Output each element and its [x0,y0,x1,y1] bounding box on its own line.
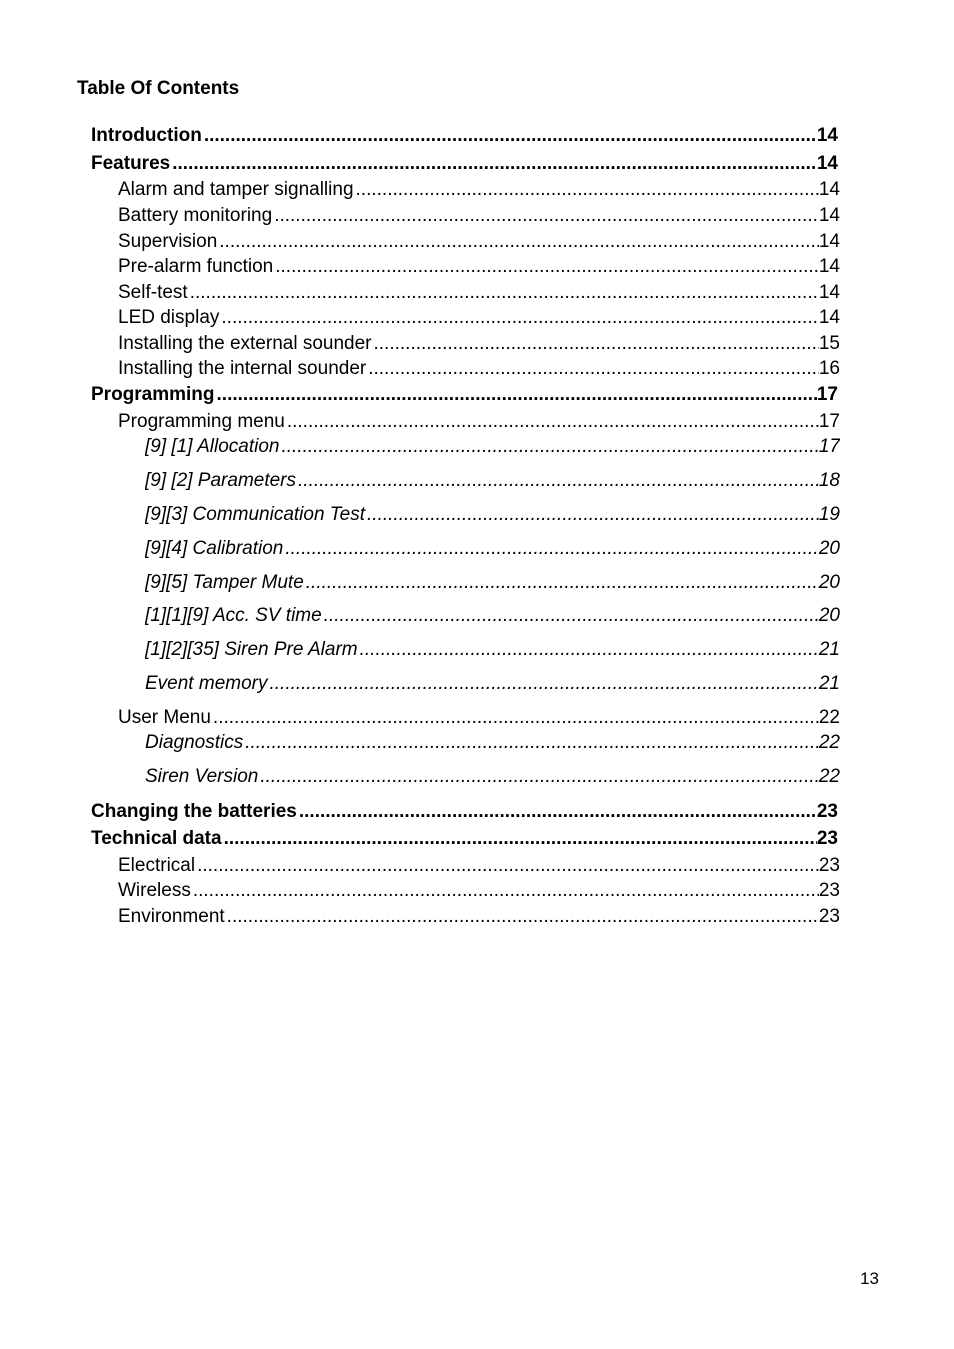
toc-entry-page: 23 [818,906,840,927]
toc-entry[interactable] [145,672,840,696]
toc-entry-page: 19 [818,504,840,525]
toc-entry-page: 20 [818,572,840,593]
toc-entry-page: 14 [818,256,840,277]
toc-entry-page: 16 [818,358,840,379]
toc-entry-title: Programming menu [118,411,285,432]
dot-leader [191,879,819,903]
toc-entry-page: 14 [818,231,840,252]
toc-entry-title: [9] [2] Parameters [145,470,297,491]
toc-heading: Table Of Contents [77,78,240,99]
toc-entry[interactable] [118,410,840,434]
toc-entry[interactable] [118,178,840,202]
toc-entry-title: Wireless [118,880,191,901]
dot-leader [279,435,818,459]
toc-entry-page: 22 [818,732,840,753]
toc-entry-title: Environment [118,906,225,927]
toc-entry-title: Introduction [91,125,202,146]
toc-entry[interactable] [118,306,840,330]
toc-entry[interactable] [145,469,840,493]
toc-entry[interactable] [118,255,840,279]
dot-leader [215,383,817,407]
toc-entry-title: Diagnostics [145,732,244,753]
toc-entry[interactable] [118,879,840,903]
toc-entry-page: 14 [818,205,840,226]
toc-entry-title: Event memory [145,673,268,694]
dot-leader [322,604,819,628]
toc-entry-title: Features [91,153,171,174]
toc-entry-title: Battery monitoring [118,205,273,226]
toc-entry[interactable] [118,281,840,305]
toc-entry[interactable] [91,800,838,824]
dot-leader [219,306,818,330]
toc-entry-title: Self-test [118,282,188,303]
toc-entry-page: 23 [816,828,838,849]
toc-entry[interactable] [118,230,840,254]
toc-entry-page: 15 [818,333,840,354]
toc-entry[interactable] [118,332,840,356]
dot-leader [296,469,819,493]
toc-entry[interactable] [91,827,838,851]
toc-entry-title: [9][4] Calibration [145,538,284,559]
toc-entry[interactable] [91,383,838,407]
toc-entry-title: [1][1][9] Acc. SV time [145,605,322,626]
dot-leader [243,731,819,755]
dot-leader [366,357,819,381]
dot-leader [211,706,819,730]
toc-entry-page: 22 [818,707,840,728]
toc-entry[interactable] [145,537,840,561]
toc-entry-title: Changing the batteries [91,801,297,822]
dot-leader [285,410,819,434]
toc-entry-page: 14 [818,282,840,303]
toc-entry[interactable] [118,905,840,929]
dot-leader [258,765,819,789]
dot-leader [170,152,817,176]
dot-leader [358,638,819,662]
toc-entry-title: User Menu [118,707,211,728]
toc-entry[interactable] [118,204,840,228]
page-number: 13 [860,1269,879,1288]
dot-leader [372,332,819,356]
toc-entry-page: 17 [818,411,840,432]
toc-entry-page: 23 [816,801,838,822]
toc-entry-title: [9][3] Communication Test [145,504,366,525]
dot-leader [195,854,819,878]
toc-entry-page: 14 [816,125,838,146]
toc-entry[interactable] [118,357,840,381]
toc-entry-title: Installing the internal sounder [118,358,367,379]
toc-entry-title: Programming [91,384,215,405]
toc-entry-title: Technical data [91,828,222,849]
dot-leader [283,537,819,561]
toc-entry-title: [9] [1] Allocation [145,436,280,457]
toc-entry-page: 23 [818,855,840,876]
toc-entry[interactable] [145,604,840,628]
toc-entry[interactable] [145,638,840,662]
toc-entry[interactable] [118,706,840,730]
toc-entry-page: 18 [818,470,840,491]
toc-entry-title: Supervision [118,231,218,252]
toc-entry-page: 14 [816,153,838,174]
toc-entry-page: 20 [818,538,840,559]
toc-entry-title: Electrical [118,855,196,876]
toc-entry-page: 14 [818,307,840,328]
dot-leader [365,503,819,527]
toc-entry-page: 14 [818,179,840,200]
toc-entry[interactable] [145,435,840,459]
toc-entry-page: 23 [818,880,840,901]
toc-entry-title: [1][2][35] Siren Pre Alarm [145,639,358,660]
toc-entry-page: 22 [818,766,840,787]
dot-leader [304,571,819,595]
dot-leader [272,204,819,228]
dot-leader [297,800,817,824]
toc-entry-title: Installing the external sounder [118,333,372,354]
dot-leader [273,255,819,279]
dot-leader [188,281,819,305]
toc-entry-page: 17 [818,436,840,457]
toc-entry-page: 21 [818,673,840,694]
toc-entry[interactable] [145,731,840,755]
toc-entry-title: Pre-alarm function [118,256,274,277]
toc-entry[interactable] [145,503,840,527]
toc-entry[interactable] [91,124,838,148]
dot-leader [267,672,818,696]
toc-entry-title: Alarm and tamper signalling [118,179,354,200]
toc-entry-title: [9][5] Tamper Mute [145,572,304,593]
toc-entry-page: 17 [816,384,838,405]
dot-leader [354,178,819,202]
toc-entry-title: Siren Version [145,766,259,787]
toc-entry[interactable] [118,854,840,878]
dot-leader [202,124,817,148]
toc-entry-title: LED display [118,307,220,328]
toc-entry[interactable] [145,765,840,789]
dot-leader [225,905,819,929]
dot-leader [222,827,817,851]
toc-entry-page: 21 [818,639,840,660]
dot-leader [217,230,819,254]
toc-entry[interactable] [91,152,838,176]
toc-entry[interactable] [145,571,840,595]
toc-entry-page: 20 [818,605,840,626]
